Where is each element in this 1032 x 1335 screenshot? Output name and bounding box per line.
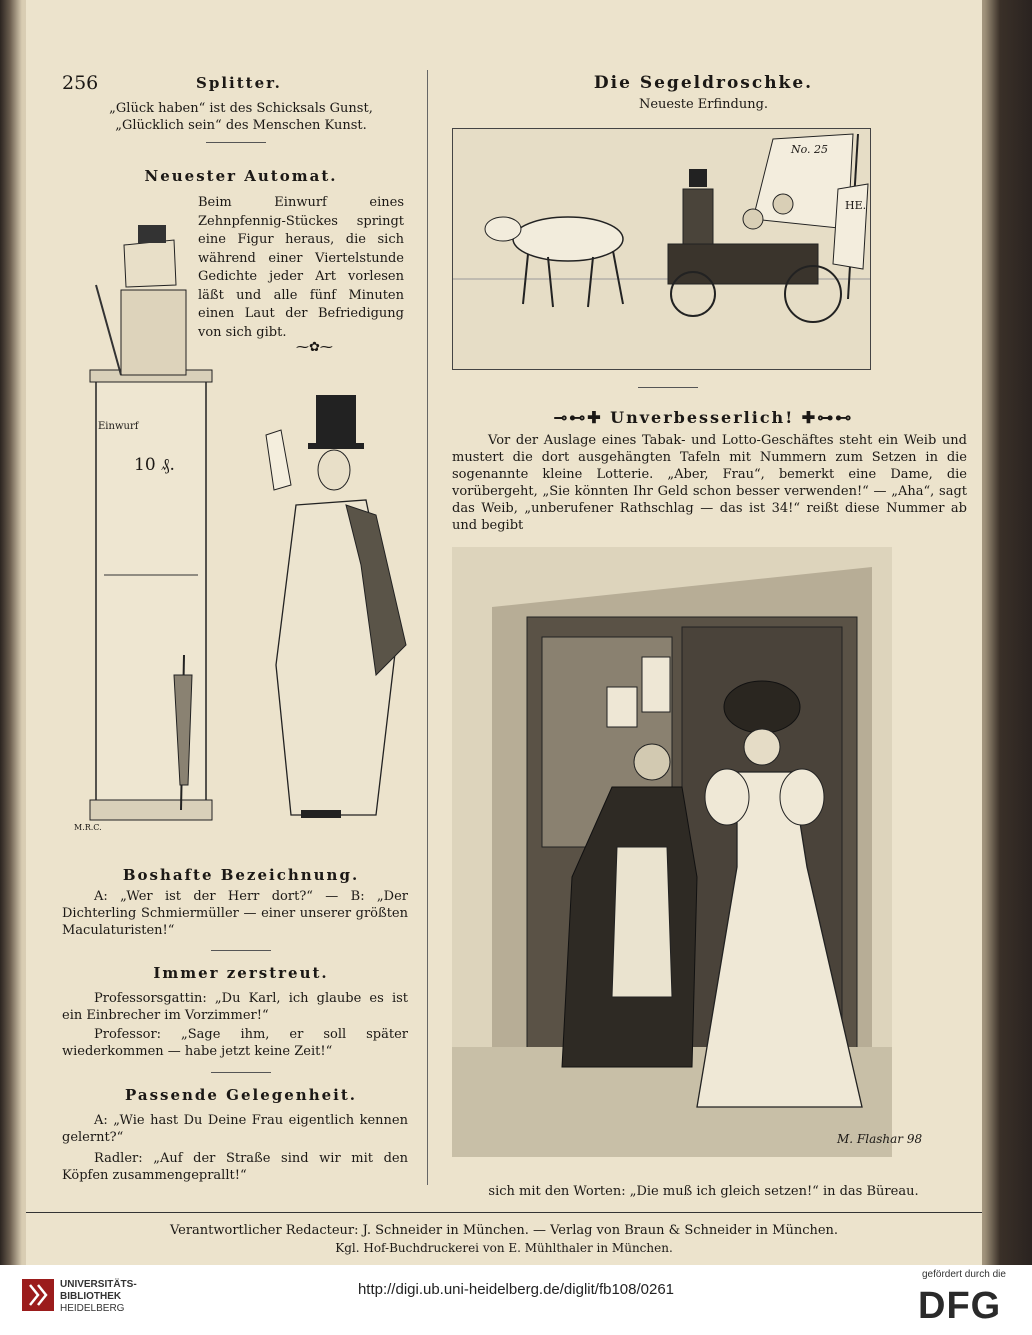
shop-artist-signature: M. Flashar 98 bbox=[837, 1132, 923, 1146]
viewer-footer bbox=[0, 1265, 1032, 1335]
boshafte-text: A: „Wer ist der Herr dort?“ — B: „Der Dichterling Schmiermüller — einer unserer größten Maculaturisten!“ bbox=[62, 889, 408, 938]
unverbesserlich-title: Unverbesserlich! bbox=[610, 408, 795, 427]
shop-drawing bbox=[452, 547, 892, 1157]
segeldroschke-illustration bbox=[452, 128, 871, 370]
column-divider bbox=[427, 70, 428, 1185]
library-name-line-2: BIBLIOTHEK bbox=[60, 1291, 122, 1302]
lotto-shop-illustration bbox=[452, 547, 923, 1157]
carriage-drawing bbox=[453, 129, 870, 369]
ornament: ⁓✿⁓ bbox=[296, 340, 333, 355]
ornament-right: ✚⊶⊷ bbox=[794, 408, 854, 427]
divider bbox=[206, 142, 266, 143]
ornament-left: ⊸⊷✚ bbox=[553, 408, 611, 427]
divider bbox=[211, 950, 271, 951]
newspaper-page bbox=[26, 0, 982, 1265]
imprint-line-2: Kgl. Hof-Buchdruckerei von E. Mühlthaler in München. bbox=[335, 1241, 673, 1255]
unverbesserlich-end: sich mit den Worten: „Die muß ich gleich setzen!“ in das Büreau. bbox=[488, 1184, 919, 1199]
passende-text-2: Radler: „Auf der Straße sind wir mit den Köpfen zusammengeprallt!“ bbox=[62, 1151, 408, 1183]
automat-sign-label: Einwurf bbox=[98, 421, 139, 432]
passende-heading: Passende Gelegenheit. bbox=[124, 1086, 358, 1104]
library-name-line-3: HEIDELBERG bbox=[60, 1303, 125, 1314]
boshafte-heading: Boshafte Bezeichnung. bbox=[122, 866, 360, 884]
imprint-line-1: Verantwortlicher Redacteur: J. Schneider in München. — Verlag von Braun & Schneider in München. bbox=[169, 1223, 839, 1238]
segeldroschke-subtitle: Neueste Erfindung. bbox=[638, 97, 769, 112]
unverbesserlich-heading bbox=[431, 408, 976, 427]
automat-text: Beim Einwurf eines Zehnpfennig-Stückes springt eine Figur heraus, die sich während einer Viertelstunde Gedichte jeder Art vorlesen läßt und alle fünf Minuten einen Laut der Befriedigung von sich gibt. bbox=[198, 195, 404, 340]
segeldroschke-heading: Die Segeldroschke. bbox=[593, 73, 814, 93]
artist-signature: M.R.C. bbox=[74, 823, 102, 832]
sail-letters: HE. bbox=[845, 199, 867, 212]
unverbesserlich-text: Vor der Auslage eines Tabak- und Lotto-Geschäftes steht ein Weib und mustert die dort ausgehängten Tafeln mit Nummern zum Setzen in die sogenannte kleine Lotterie. „Aber, Frau“, bemerkt eine Dame, die vorübergeht, „Sie könnten Ihr Geld schon besser verwenden!“ — „Aha“, sagt das Weib, „unberufener Rathschlag — das ist 34!“ reißt diese Nummer ab und begibt bbox=[452, 433, 967, 533]
divider bbox=[211, 1072, 271, 1073]
imprint-rule bbox=[26, 1212, 982, 1213]
splitter-line-2: „Glücklich sein“ des Menschen Kunst. bbox=[115, 118, 367, 133]
zerstreut-text-1: Professorsgattin: „Du Karl, ich glaube es ist ein Einbrecher im Vorzimmer!“ bbox=[62, 991, 408, 1023]
page-number: 256 bbox=[62, 72, 99, 94]
divider bbox=[638, 387, 698, 388]
automat-drawing bbox=[76, 215, 406, 835]
zerstreut-text-2: Professor: „Sage ihm, er soll später wiederkommen — habe jetzt keine Zeit!“ bbox=[62, 1027, 408, 1059]
automat-illustration bbox=[76, 215, 406, 835]
automat-heading: Neuester Automat. bbox=[144, 167, 338, 185]
permalink-url[interactable]: http://digi.ub.uni-heidelberg.de/diglit/fb108/0261 bbox=[357, 1281, 675, 1298]
zerstreut-heading: Immer zerstreut. bbox=[153, 964, 329, 982]
splitter-heading: Splitter. bbox=[196, 74, 282, 92]
automat-price-label: 10 ₰. bbox=[134, 455, 175, 475]
funded-by-label: gefördert durch die bbox=[922, 1269, 1006, 1280]
dfg-logo[interactable]: DFG bbox=[918, 1285, 1002, 1327]
splitter-line-1: „Glück haben“ ist des Schicksals Gunst, bbox=[109, 101, 373, 116]
sail-number: No. 25 bbox=[791, 143, 829, 156]
library-name-line-1: UNIVERSITÄTS- bbox=[60, 1279, 137, 1290]
passende-text-1: A: „Wie hast Du Deine Frau eigentlich kennen gelernt?“ bbox=[62, 1113, 408, 1145]
